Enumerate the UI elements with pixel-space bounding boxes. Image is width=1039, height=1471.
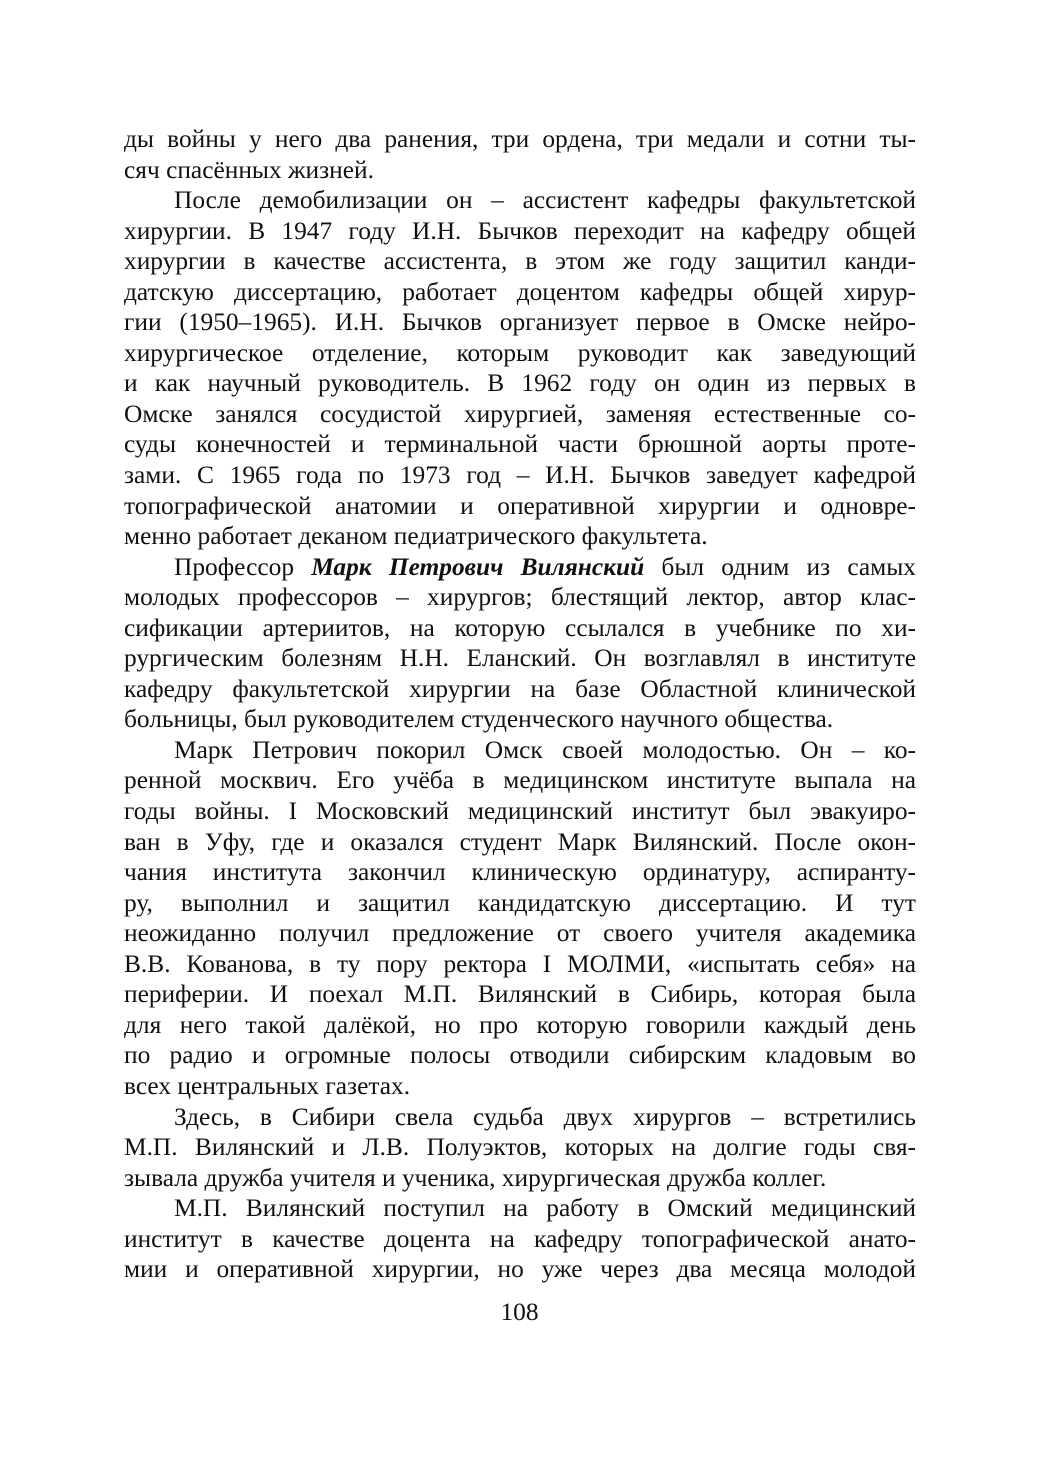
text-line: хирургическое отделение, которым руководит как заведующий bbox=[124, 338, 916, 367]
text-line: мии и оперативной хирургии, но уже через два месяца молодой bbox=[124, 1255, 916, 1284]
text-line: и как научный руководитель. В 1962 году он один из первых в bbox=[124, 369, 916, 398]
text-line: ды войны у него два ранения, три ордена, три медали и сотни ты- bbox=[124, 125, 916, 153]
text-line: гии (1950–1965). И.Н. Бычков организует первое в Омске нейро- bbox=[124, 308, 916, 337]
text-line: сификации артериитов, на которую ссылался в учебнике по хи- bbox=[124, 613, 916, 642]
text-line: хирургии в качестве ассистента, в этом же году защитил канди- bbox=[124, 247, 916, 276]
text-line: чания института закончил клиническую ординатуру, аспиранту- bbox=[124, 858, 916, 887]
text-run: был одним из самых bbox=[644, 552, 916, 581]
paragraph bbox=[124, 1193, 916, 1285]
text-line: датскую диссертацию, работает доцентом кафедры общей хирур- bbox=[124, 277, 916, 306]
text-line: суды конечностей и терминальной части брюшной аорты проте- bbox=[124, 430, 916, 459]
page-number: 108 bbox=[500, 1298, 539, 1326]
text-line: годы войны. I Московский медицинский институт был эвакуиро- bbox=[124, 797, 916, 826]
text-line: кафедру факультетской хирургии на базе Областной клинической bbox=[124, 674, 916, 703]
text-line: ван в Уфу, где и оказался студент Марк Вилянский. После окон- bbox=[124, 827, 916, 856]
text-line: рургическим болезням Н.Н. Еланский. Он возглавлял в институте bbox=[124, 644, 916, 673]
text-line: периферии. И поехал М.П. Вилянский в Сибирь, которая была bbox=[124, 980, 916, 1009]
text-line: хирургии. В 1947 году И.Н. Бычков переходит на кафедру общей bbox=[124, 216, 916, 245]
text-line: В.В. Кованова, в ту пору ректора I МОЛМИ, «испытать себя» на bbox=[124, 949, 916, 978]
text-line: молодых профессоров – хирургов; блестящий лектор, автор клас- bbox=[124, 583, 916, 612]
text-line: институт в качестве доцента на кафедру топографической анато- bbox=[124, 1224, 916, 1253]
text-line: После демобилизации он – ассистент кафедры факультетской bbox=[174, 186, 916, 215]
text-line: зывала дружба учителя и ученика, хирургическая дружба коллег. bbox=[124, 1163, 827, 1192]
text-line: Омске занялся сосудистой хирургией, заменяя естественные со- bbox=[124, 399, 916, 428]
text-line: менно работает деканом педиатрического факультета. bbox=[124, 522, 708, 551]
text-line bbox=[124, 552, 916, 583]
page-body bbox=[124, 124, 916, 1285]
text-line: для него такой далёкой, но про которую говорили каждый день bbox=[124, 1010, 916, 1039]
text-line: ру, выполнил и защитил кандидатскую диссертацию. И тут bbox=[124, 888, 916, 917]
text-line: неожиданно получил предложение от своего учителя академика bbox=[124, 919, 916, 948]
paragraph bbox=[124, 1102, 916, 1194]
paragraph bbox=[124, 552, 916, 735]
text-line: по радио и огромные полосы отводили сибирским кладовым во bbox=[124, 1041, 916, 1070]
person-name-emphasis: Марк Петрович Вилянский bbox=[311, 552, 645, 581]
text-line: сяч спасённых жизней. bbox=[124, 155, 374, 184]
text-line: Здесь, в Сибири свела судьба двух хирургов – встретились bbox=[174, 1102, 916, 1131]
text-line: М.П. Вилянский и Л.В. Полуэктов, которых на долгие годы свя- bbox=[124, 1133, 916, 1162]
paragraph bbox=[124, 185, 916, 552]
text-run: Профессор bbox=[174, 552, 312, 581]
text-line: Марк Петрович покорил Омск своей молодостью. Он – ко- bbox=[174, 735, 916, 764]
text-line: ренной москвич. Его учёба в медицинском институте выпала на bbox=[124, 766, 916, 795]
text-line: М.П. Вилянский поступил на работу в Омский медицинский bbox=[174, 1194, 916, 1223]
paragraph bbox=[124, 735, 916, 1102]
paragraph bbox=[124, 124, 916, 185]
text-line: всех центральных газетах. bbox=[124, 1071, 411, 1100]
text-line: зами. С 1965 года по 1973 год – И.Н. Бычков заведует кафедрой bbox=[124, 461, 916, 490]
text-line: больницы, был руководителем студенческого научного общества. bbox=[124, 705, 834, 734]
text-line: топографической анатомии и оперативной хирургии и одновре- bbox=[124, 491, 916, 520]
